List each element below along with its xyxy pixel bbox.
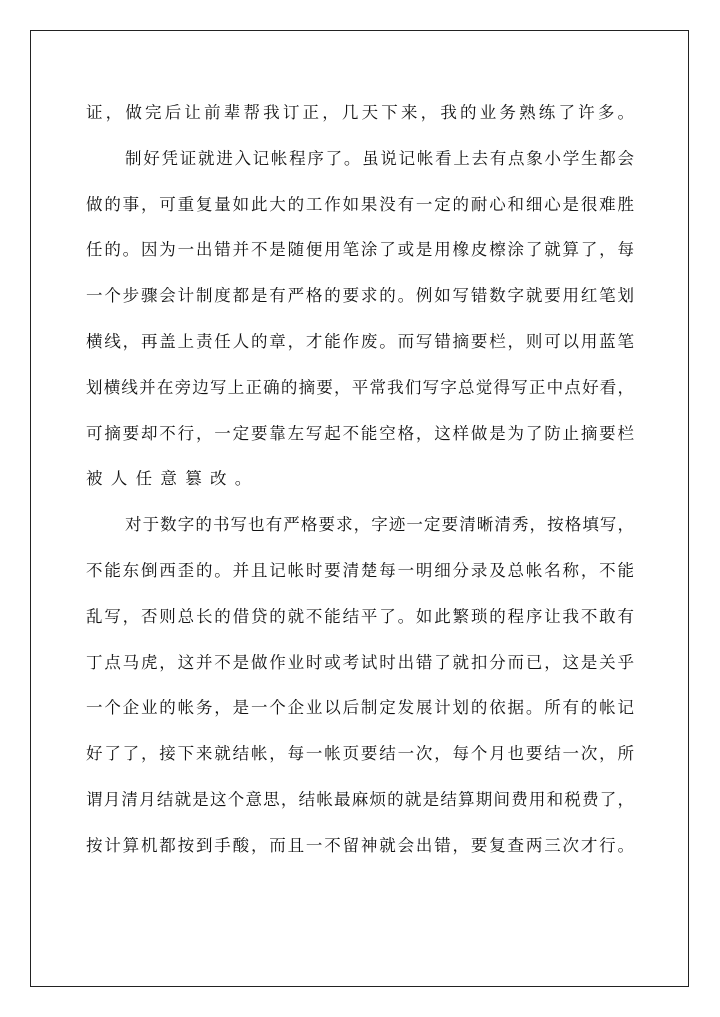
text-line: 谓月清月结就是这个意思，结帐最麻烦的就是结算期间费用和税费了， — [86, 789, 634, 809]
text-line: 对于数字的书写也有严格要求，字迹一定要清晰清秀，按格填写， — [125, 515, 634, 535]
text-line: 好了了，接下来就结帐，每一帐页要结一次，每个月也要结一次，所 — [86, 744, 634, 764]
document-body — [86, 90, 634, 869]
text-line: 一个步骤会计制度都是有严格的要求的。例如写错数字就要用红笔划 — [86, 286, 634, 306]
text-line: 任的。因为一出错并不是随便用笔涂了或是用橡皮檫涂了就算了，每 — [86, 240, 634, 260]
text-line: 按计算机都按到手酸，而且一不留神就会出错，要复查两三次才行。 — [86, 835, 634, 855]
text-line: 横线，再盖上责任人的章，才能作废。而写错摘要栏，则可以用蓝笔 — [86, 331, 634, 351]
text-line: 做的事，可重复量如此大的工作如果没有一定的耐心和细心是很难胜 — [86, 194, 634, 214]
text-line: 被人任意篡改。 — [86, 469, 260, 489]
text-line: 制好凭证就进入记帐程序了。虽说记帐看上去有点象小学生都会 — [125, 148, 634, 168]
text-line: 不能东倒西歪的。并且记帐时要清楚每一明细分录及总帐名称，不能 — [86, 560, 634, 580]
text-line: 划横线并在旁边写上正确的摘要，平常我们写字总觉得写正中点好看， — [86, 377, 634, 397]
text-line: 丁点马虎，这并不是做作业时或考试时出错了就扣分而已，这是关乎 — [86, 652, 634, 672]
paragraph — [86, 136, 634, 502]
text-line: 证，做完后让前辈帮我订正，几天下来，我的业务熟练了许多。 — [86, 103, 634, 122]
text-line: 乱写，否则总长的借贷的就不能结平了。如此繁琐的程序让我不敢有 — [86, 606, 634, 626]
paragraph — [86, 502, 634, 868]
text-line: 可摘要却不行，一定要靠左写起不能空格，这样做是为了防止摘要栏 — [86, 423, 634, 443]
text-line: 一个企业的帐务，是一个企业以后制定发展计划的依据。所有的帐记 — [86, 698, 634, 718]
paragraph — [86, 90, 634, 136]
